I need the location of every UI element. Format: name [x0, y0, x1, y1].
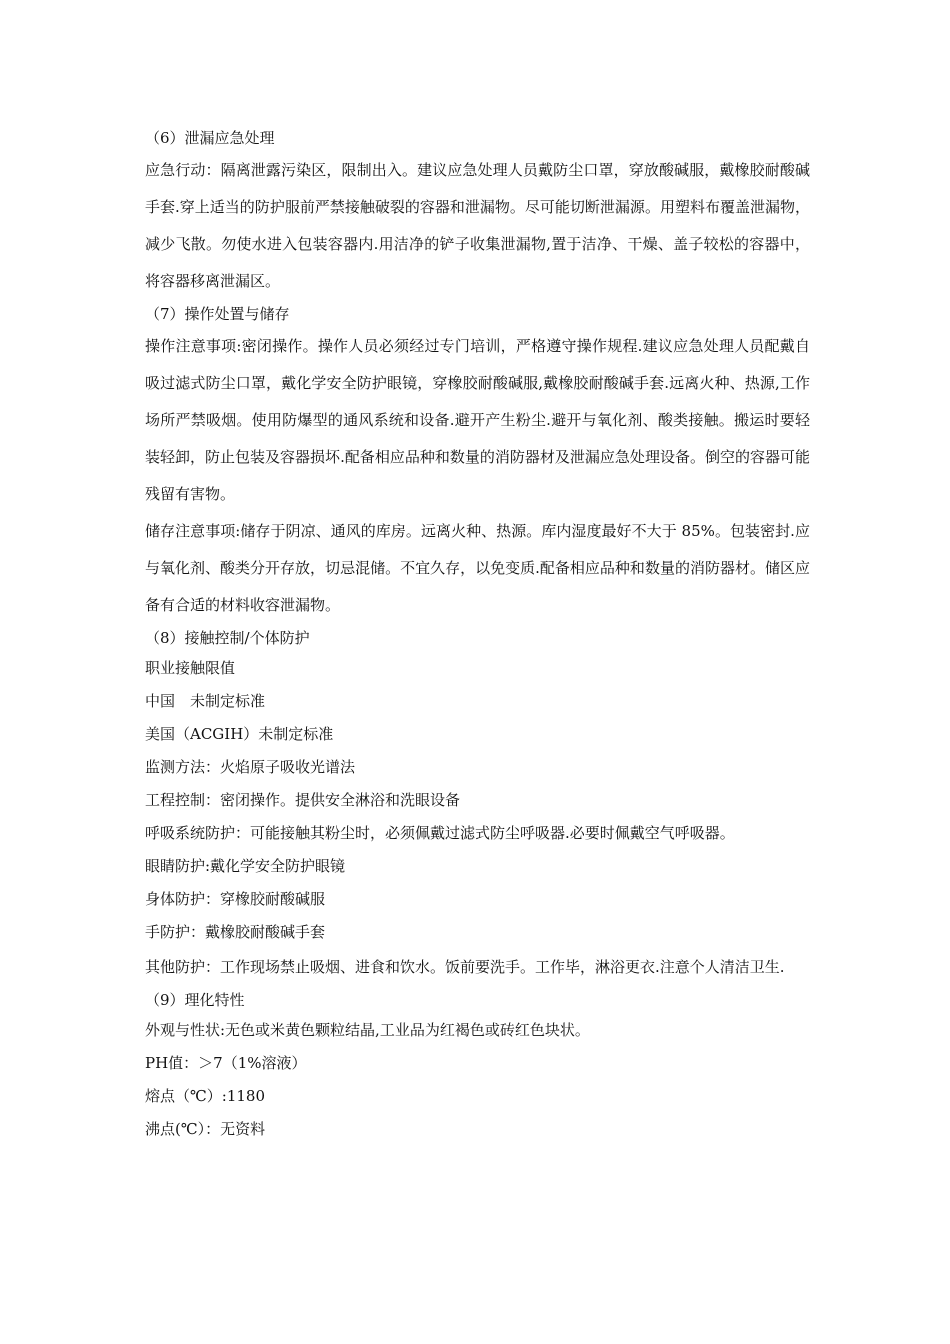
boiling-point: 沸点(℃）：无资料	[145, 1120, 266, 1138]
document-page	[145, 124, 810, 1146]
respiratory-protection: 呼吸系统防护：可能接触其粉尘时，必须佩戴过滤式防尘呼吸器.必要时佩戴空气呼吸器。	[145, 824, 735, 842]
section-9-heading: （9）理化特性	[145, 991, 245, 1009]
hand-protection: 手防护：戴橡胶耐酸碱手套	[145, 923, 326, 941]
exposure-limit-label: 职业接触限值	[145, 659, 236, 677]
section-6-heading: （6）泄漏应急处理	[145, 129, 275, 147]
ph-value: PH值：＞7（1%溶液）	[145, 1054, 307, 1072]
monitoring-method: 监测方法：火焰原子吸收光谱法	[145, 758, 356, 776]
section-6-paragraph: 应急行动：隔离泄露污染区，限制出入。建议应急处理人员戴防尘口罩，穿放酸碱服，戴橡胶耐酸碱手套.穿上适当的防护服前严禁接触破裂的容器和泄漏物。尽可能切断泄漏源。用塑料布覆盖泄漏物，减少飞散。勿使水进入包装容器内.用洁净的铲子收集泄漏物,置于洁净、干燥、盖子较松的容器中，将容器移离泄漏区。	[145, 161, 810, 290]
section-7-storage-paragraph: 储存注意事项:储存于阴凉、通风的库房。远离火种、热源。库内湿度最好不大于 85%。包装密封.应与氧化剂、酸类分开存放，切忌混储。不宜久存，以免变质.配备相应品种和数量的消防器材。储区应备有合适的材料收容泄漏物。	[145, 522, 810, 614]
body-protection: 身体防护：穿橡胶耐酸碱服	[145, 890, 326, 908]
section-8-heading: （8）接触控制/个体防护	[145, 629, 310, 647]
melting-point: 熔点（℃）:1180	[145, 1087, 266, 1105]
engineering-control: 工程控制：密闭操作。提供安全淋浴和洗眼设备	[145, 791, 461, 809]
section-7-operation-paragraph: 操作注意事项:密闭操作。操作人员必须经过专门培训，严格遵守操作规程.建议应急处理人员配戴自吸过滤式防尘口罩，戴化学安全防护眼镜，穿橡胶耐酸碱服,戴橡胶耐酸碱手套.远离火种、热源,工作场所严禁吸烟。使用防爆型的通风系统和设备.避开产生粉尘.避开与氧化剂、酸类接触。搬运时要轻装轻卸，防止包装及容器损坏.配备相应品种和数量的消防器材及泄漏应急处理设备。倒空的容器可能残留有害物。	[145, 337, 810, 503]
exposure-limit-china: 中国 未制定标准	[145, 692, 266, 710]
appearance-property: 外观与性状:无色或米黄色颗粒结晶,工业品为红褐色或砖红色块状。	[145, 1021, 590, 1039]
eye-protection: 眼睛防护:戴化学安全防护眼镜	[145, 857, 346, 875]
section-7-heading: （7）操作处置与储存	[145, 305, 290, 323]
exposure-limit-usa: 美国（ACGIH）未制定标准	[145, 725, 334, 743]
other-protection: 其他防护：工作现场禁止吸烟、进食和饮水。饭前要洗手。工作毕，淋浴更衣.注意个人清洁卫生.	[145, 958, 785, 976]
